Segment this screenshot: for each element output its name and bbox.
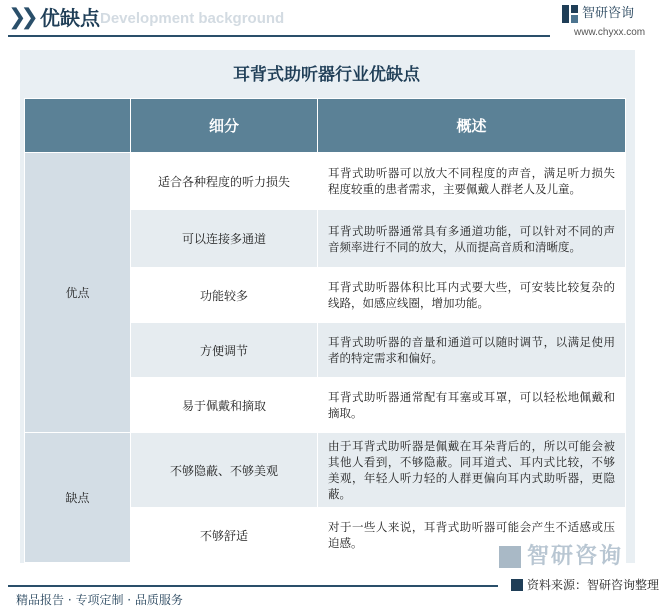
source-text: 资料来源：智研咨询整理 [526,578,659,592]
category-pros: 优点 [25,153,131,433]
desc-cell: 耳背式助听器可以放大不同程度的声音，满足听力损失程度较重的患者需求，主要佩戴人群老人及儿童。 [318,153,626,210]
column-header-category [25,99,131,153]
page-title: 优缺点 [40,6,100,30]
footer-slogan: 精品报告 · 专项定制 · 品质服务 [16,593,183,607]
source-logo-icon [511,579,523,591]
page-header [0,0,671,44]
sub-cell: 易于佩戴和摘取 [131,378,318,433]
table-row [25,433,626,508]
column-header-sub: 细分 [131,99,318,153]
column-header-desc: 概述 [318,99,626,153]
sub-cell: 适合各种程度的听力损失 [131,153,318,210]
pros-cons-table [24,98,626,563]
desc-cell: 由于耳背式助听器是佩戴在耳朵背后的，所以可能会被其他人看到，不够隐蔽。同耳道式、耳内式比较，不够美观，年轻人听力轻的人群更偏向耳内式助听器，更隐蔽。 [318,433,626,508]
header-divider [8,35,550,37]
watermark [499,544,649,572]
sub-cell: 可以连接多通道 [131,210,318,268]
table-header-row [25,99,626,153]
footer-divider [8,585,498,587]
sub-cell: 不够舒适 [131,508,318,563]
desc-cell: 耳背式助听器体积比耳内式要大些，可安装比较复杂的线路，如感应线圈，增加功能。 [318,268,626,323]
sub-cell: 功能较多 [131,268,318,323]
double-chevron-icon: ❯❯ [8,5,33,30]
table-title: 耳背式助听器行业优缺点 [233,65,420,85]
desc-cell: 对于一些人来说，耳背式助听器可能会产生不适感或压迫感。 [318,508,626,563]
header-ghost-text: Development background [100,10,285,27]
table-row [25,153,626,210]
desc-cell: 耳背式助听器通常配有耳塞或耳罩，可以轻松地佩戴和摘取。 [318,378,626,433]
brand-url: www.chyxx.com [574,27,646,38]
sub-cell: 方便调节 [131,323,318,378]
source-note [511,577,659,593]
watermark-text: 智研咨询 [527,544,624,569]
sub-cell: 不够隐蔽、不够美观 [131,433,318,508]
brand-logo [562,3,671,43]
desc-cell: 耳背式助听器通常具有多通道功能，可以针对不同的声音频率进行不同的放大，从而提高音质和清晰度。 [318,210,626,268]
desc-cell: 耳背式助听器的音量和通道可以随时调节，以满足使用者的特定需求和偏好。 [318,323,626,378]
category-cons: 缺点 [25,433,131,563]
watermark-logo-icon [499,546,521,568]
brand-name: 智研咨询 [582,6,635,21]
brand-logo-icon [562,5,578,23]
